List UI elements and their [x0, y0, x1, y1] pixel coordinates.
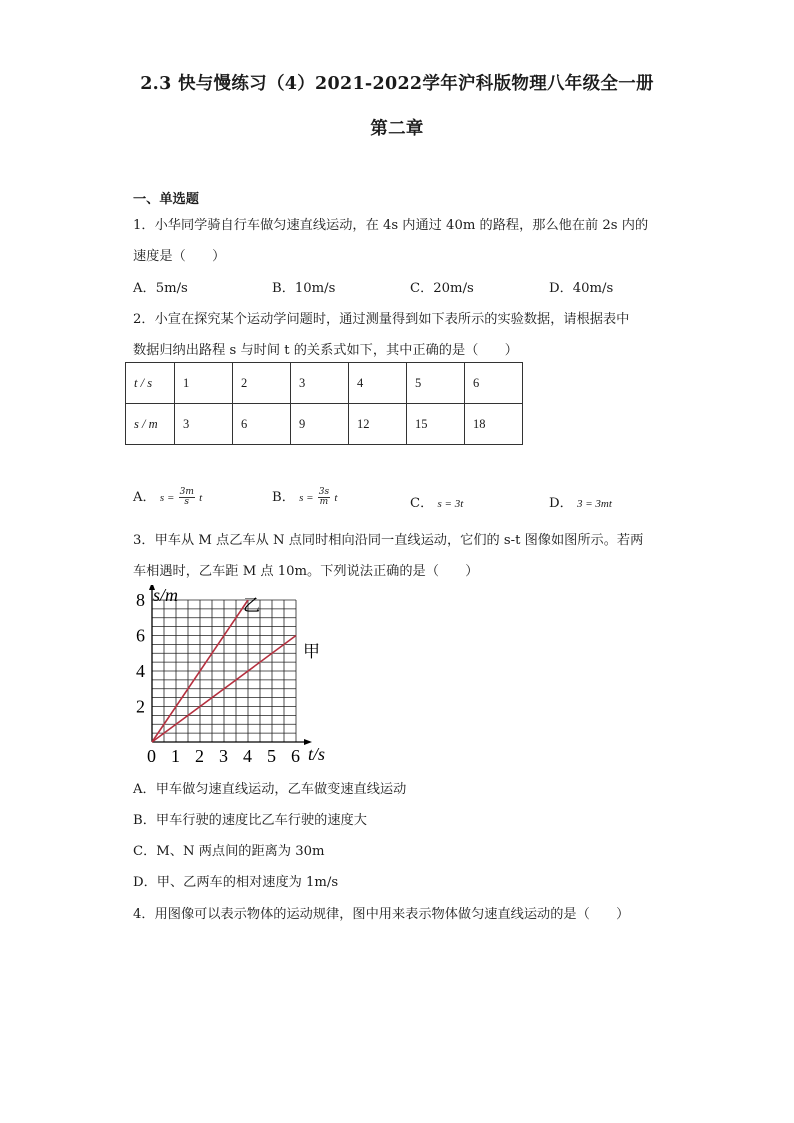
- q2-text-line2: 数据归纳出路程 s 与时间 t 的关系式如下，其中正确的是（ ）: [133, 343, 518, 358]
- q1-option-a[interactable]: A．5m/s: [133, 281, 188, 296]
- table-cell: 1: [175, 363, 233, 404]
- y-tick-label: 6: [136, 625, 145, 646]
- table-cell: 3: [175, 404, 233, 445]
- table-cell: s / m: [126, 404, 175, 445]
- x-tick-label: 5: [267, 746, 276, 766]
- table-cell: 15: [407, 404, 465, 445]
- q2-option-b-tail: t: [334, 492, 338, 504]
- fraction-numerator: 3s: [318, 487, 330, 497]
- page-subtitle: 第二章: [370, 119, 424, 139]
- table-cell: 9: [291, 404, 349, 445]
- q1-text-line2: 速度是（ ）: [133, 249, 226, 264]
- table-cell: 3: [291, 363, 349, 404]
- fraction-denominator: m: [319, 497, 329, 507]
- x-tick-label: 0: [147, 746, 156, 766]
- table-cell: 12: [349, 404, 407, 445]
- q3-option-b[interactable]: B．甲车行驶的速度比乙车行驶的速度大: [133, 813, 367, 828]
- q2-option-a-fraction: [179, 488, 195, 507]
- table-cell: 5: [407, 363, 465, 404]
- q2-option-b-lhs: s =: [299, 492, 314, 504]
- q2-option-a[interactable]: [133, 486, 202, 507]
- y-tick-label: 2: [136, 696, 145, 717]
- series-label-yi: 乙: [243, 596, 260, 615]
- table-row: [126, 404, 523, 445]
- q2-option-c-expr: s = 3t: [437, 498, 464, 510]
- q1-option-c[interactable]: C．20m/s: [410, 281, 474, 296]
- table-cell: 18: [465, 404, 523, 445]
- x-tick-label: 2: [195, 746, 204, 766]
- q2-option-a-lhs: s =: [159, 492, 175, 504]
- table-cell: 6: [233, 404, 291, 445]
- q2-text-line1: 2．小宣在探究某个运动学问题时，通过测量得到如下表所示的实验数据，请根据表中: [133, 312, 630, 327]
- table-cell: 4: [349, 363, 407, 404]
- chart-ticks: [136, 590, 300, 766]
- q2-option-b-fraction: [318, 488, 330, 507]
- q2-option-a-prefix: A．: [133, 490, 156, 505]
- fraction-denominator: s: [184, 497, 190, 507]
- q2-option-c-prefix: C．: [410, 496, 434, 511]
- q3-text-line2: 车相遇时，乙车距 M 点 10m。下列说法正确的是（ ）: [133, 564, 479, 579]
- q3-st-graph: [120, 585, 350, 775]
- q3-option-c[interactable]: C．M、N 两点间的距离为 30m: [133, 844, 325, 859]
- q2-option-b[interactable]: [272, 486, 337, 507]
- q2-option-c[interactable]: [410, 492, 463, 511]
- q4-text-line1: 4．用图像可以表示物体的运动规律，图中用来表示物体做匀速直线运动的是（ ）: [133, 907, 630, 922]
- table-row: [126, 363, 523, 404]
- table-cell: 2: [233, 363, 291, 404]
- fraction-numerator: 3m: [179, 487, 194, 497]
- y-tick-label: 8: [136, 590, 145, 610]
- table-cell: t / s: [126, 363, 175, 404]
- q3-option-d[interactable]: D．甲、乙两车的相对速度为 1m/s: [133, 875, 339, 890]
- q2-data-table: [125, 362, 523, 445]
- q2-option-d[interactable]: [549, 492, 612, 511]
- q3-option-a[interactable]: A．甲车做匀速直线运动，乙车做变速直线运动: [133, 782, 407, 797]
- q1-text-line1: 1．小华同学骑自行车做匀速直线运动，在 4s 内通过 40m 的路程，那么他在前 2s 内的: [133, 218, 649, 233]
- q1-option-d[interactable]: D．40m/s: [549, 281, 614, 296]
- y-axis-label: s/m: [153, 585, 179, 605]
- page-title: 2.3 快与慢练习（4）2021-2022学年沪科版物理八年级全一册: [140, 74, 654, 94]
- q1-option-b[interactable]: B．10m/s: [272, 281, 336, 296]
- q2-option-d-prefix: D．: [549, 496, 573, 511]
- x-tick-label: 4: [243, 746, 252, 766]
- q2-option-b-prefix: B．: [272, 490, 295, 505]
- q3-text-line1: 3．甲车从 M 点乙车从 N 点同时相向沿同一直线运动，它们的 s-t 图像如图所示。若两: [133, 533, 644, 548]
- chart-grid: [152, 600, 296, 742]
- x-axis-label: t/s: [308, 744, 326, 764]
- q2-option-a-tail: t: [199, 492, 203, 504]
- series-label-jia: 甲: [303, 642, 320, 661]
- x-tick-label: 6: [291, 746, 300, 766]
- table-cell: 6: [465, 363, 523, 404]
- q2-option-d-expr: 3 = 3mt: [576, 498, 612, 510]
- x-tick-label: 3: [219, 746, 228, 766]
- y-tick-label: 4: [136, 661, 145, 681]
- x-tick-label: 1: [171, 746, 180, 766]
- section-heading: 一、单选题: [133, 192, 199, 207]
